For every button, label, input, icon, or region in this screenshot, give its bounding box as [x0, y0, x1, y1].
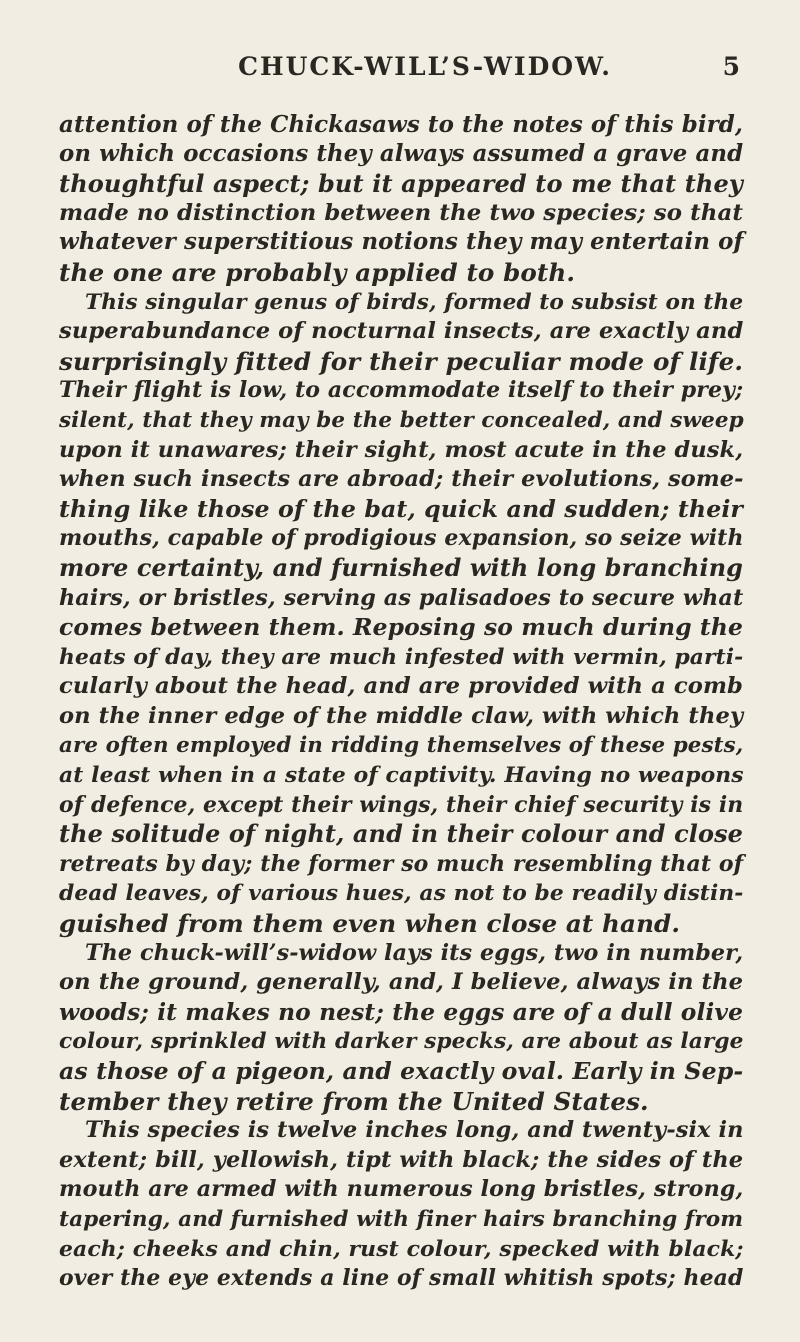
text-line: of defence, except their wings, their chief security is in: [59, 791, 744, 818]
text-line: superabundance of nocturnal insects, are exactly and: [59, 318, 744, 345]
text-line: at least when in a state of captivity. Having no weapons: [59, 762, 744, 789]
text-line: extent; bill, yellowish, tipt with black; the sides of the: [59, 1146, 744, 1173]
running-head: [60, 52, 740, 86]
page-number: 5: [722, 52, 740, 81]
text-line: comes between them. Reposing so much during the: [59, 613, 743, 642]
text-line: The chuck-will’s-widow lays its eggs, two in number,: [85, 939, 744, 966]
text-line: woods; it makes no nest; the eggs are of a dull olive: [59, 997, 744, 1026]
text-line: silent, that they may be the better concealed, and sweep: [59, 407, 744, 433]
text-line: the solitude of night, and in their colour and close: [59, 820, 743, 849]
text-line: over the eye extends a line of small whitish spots; head: [59, 1265, 744, 1292]
text-line: surprisingly fitted for their peculiar mode of life.: [59, 346, 743, 376]
text-line: tapering, and furnished with finer hairs branching from: [59, 1206, 744, 1232]
text-line: each; cheeks and chin, rust colour, specked with black;: [59, 1235, 744, 1262]
text-line: on the ground, generally, and, I believe, always in the: [59, 969, 744, 996]
text-line: tember they retire from the United States.: [59, 1086, 649, 1116]
text-line: more certainty, and furnished with long branching: [59, 553, 743, 582]
text-line: the one are probably applied to both.: [59, 257, 575, 287]
running-title: CHUCK-WILL’S-WIDOW.: [238, 52, 612, 81]
text-line: when such insects are abroad; their evolutions, some-: [59, 466, 744, 493]
text-line: on the inner edge of the middle claw, with which they: [59, 702, 744, 729]
text-line: upon it unawares; their sight, most acute in the dusk,: [59, 436, 744, 463]
text-line: whatever superstitious notions they may entertain of: [59, 229, 744, 256]
text-line: as those of a pigeon, and exactly oval. Early in Sep-: [59, 1057, 744, 1085]
text-line: colour, sprinkled with darker specks, are about as large: [59, 1029, 744, 1055]
body-text: [59, 110, 743, 1294]
text-line: thoughtful aspect; but it appeared to me that they: [59, 169, 743, 199]
text-line: This singular genus of birds, formed to subsist on the: [85, 289, 744, 315]
text-line: on which occasions they always assumed a grave and: [59, 140, 744, 167]
text-line: thing like those of the bat, quick and sudden; their: [59, 494, 743, 523]
text-line: dead leaves, of various hues, as not to be readily distin-: [59, 881, 744, 907]
text-line: made no distinction between the two species; so that: [59, 199, 743, 226]
text-line: attention of the Chickasaws to the notes of this bird,: [59, 111, 744, 138]
text-line: cularly about the head, and are provided with a comb: [59, 673, 743, 700]
text-line: This species is twelve inches long, and twenty-six in: [85, 1117, 744, 1144]
text-line: retreats by day; the former so much resembling that of: [59, 850, 744, 877]
text-line: are often employed in ridding themselves of these pests,: [59, 733, 744, 759]
text-line: guished from them even when close at hand.: [59, 909, 681, 939]
text-line: Their flight is low, to accommodate itself to their prey;: [59, 377, 744, 404]
text-line: hairs, or bristles, serving as palisadoes to secure what: [59, 584, 744, 611]
text-line: mouth are armed with numerous long bristles, strong,: [59, 1176, 744, 1203]
text-line: mouths, capable of prodigious expansion, so seize with: [59, 525, 744, 552]
text-line: heats of day, they are much infested with vermin, parti-: [59, 644, 744, 670]
